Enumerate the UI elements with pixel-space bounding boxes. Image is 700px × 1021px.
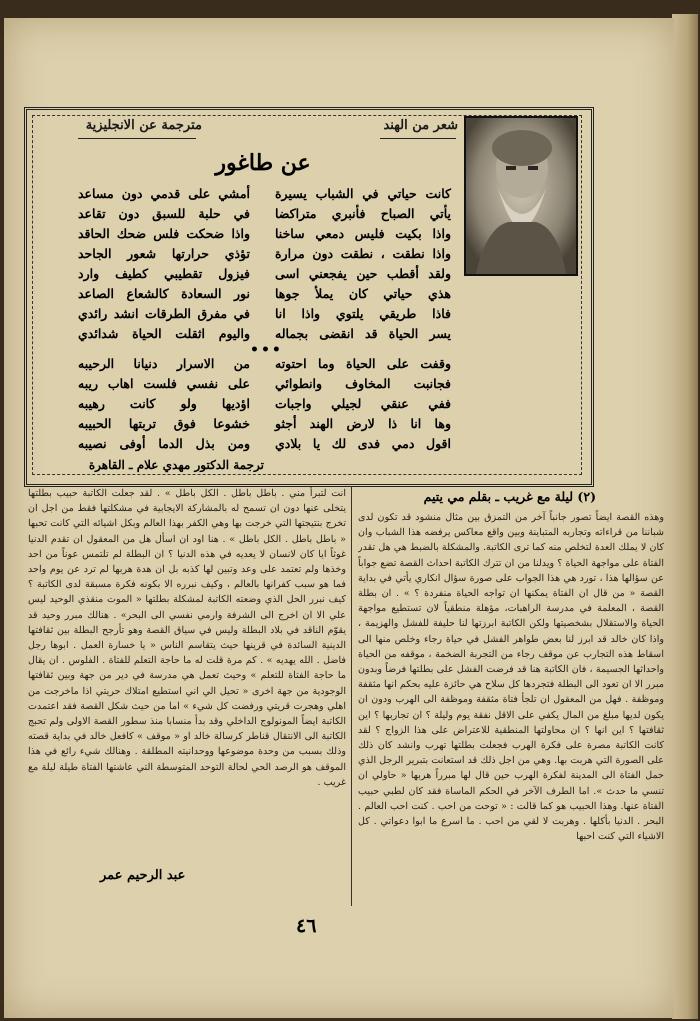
poem-line: أمشي على قدمي دون مساعد [78, 186, 250, 201]
portrait-image [466, 118, 576, 274]
poem-line: على نفسي فلست اهاب ريبه [78, 376, 250, 391]
article-column-left: انت لتبرأ مني . باطل باطل . الكل باطل » . لقد جعلت الكاتبة حبيب بطلتها يتخلى عنها دون ان تسمح له بالمشاركة الايجابية في مشكلتها فقط من اجل ان تخرج بنتيجتها التي خرجت بها وهي الكفر بهذا العالم وبكل اشيائه التي كانت تحبها « باطل باطل . الكل باطل » . هنا اود ان اسأل هل من المعقول ان تقدم الدنيا غوثاً ايا كان لانسان لا يعديه في هذه الدنيا ؟ ان البطلة لم تلتمس عوناً من احد وخذها ولم تعتمد على وعد وتبين لها كذبه بل ان هدة هربها لم ترد عن يوم واحد فما هو سبب كفرانها بالعالم ، وكيف نبرره الا بكونه فكرة مسبقة لدى الكاتبة ؟ كيف نبرر الحل الذي وضعته الكاتبة لمشكلة بطلتها « الموت منقذي الوحيد ليس علي الا ان اخرج الى الشرفة وارمي نفسي الى البحر» . هنالك مبرر وحيد قد يقوّم الناقد في بلاد البطلة وليس في سياق القصة وهو تأرجح البطلة بين ثقافتها الدينية السائدة في قرينها حيث يتقاسم الناس « يا خسارة العمل . ابوها رجل فاضل . الله يهديه » . كم مرة قلت له ما حاجة التعلم للفتاة . الفلوس . ان يقال ما حاجة الفتاة للتعلم » وحيث تعمل هي مدرسة في دير من جهة وبين ثقافتها الوجودية من جهة اخرى « تحيل الي اني استطيع امتلاك حريتي اذا ماخرجت من اهلي وهجرت قريتي ورفضت كل شيء » اما من حيث شكل القصة فقد اعتمدت الكاتبة ايضاً المونولوج الداخلي وقد بدأ منسابا منذ سطور القصة الاولى ولم تحبج الكاتبة الى الانتقال قناطر كرسالة خالد او « موقف » كافعل خالد في بداية قصته وذلك بسبب من وحدة موضوعها ووحدانيته المطلقة . وهنالك شيء رائع في هذا الموقف هو الرصد الحي لحالة التوحد المتوسطة التي عاشتها الفتاة طيلة ليلة مع غريب . [28, 488, 346, 788]
poem-line: واذا نطقت ، نطقت دون مرارة [275, 246, 451, 261]
article-column-right: وهذه القصة ايضاً تصور جانباً آخر من التمزق بين مثال منشود قد تكون لدى شباننا من قراءاته وتجاربه المتباينة وبين واقع معاكس يرفضه هذا الشباب وان كان لا يملك العدة لتخلص منه كما ترى الكاتبة. والمشكلة بالضبط هي هل تقدر الفتاة على مواجهة الحياة ؟ ويدلنا من ان تترك الكاتبة احداث القصة تضع جواباً عن سؤالها هذا ، تورد هي هذا الجواب على صورة سؤال انكاري يأتي في بداية القصة « من قال ان الفتاة يمكنها ان تواجه الحياة منفردة ؟ » . ان بطلة القصة ، المعلمة في مدرسة الراهبات، مؤهلة منطقياً لان تستطيع مواجهة الحياة والاستقلال بشخصيتها ولكن الكاتبة ابرزتها لنا حليفة للفشل والهزيمة ، واذا كان خالد قد ابرز لنا بعض طواهر الفشل في حياة رجاء وخلص منها الى اسقاط هذه التجارب عن موقف رجاء من التجربة الضخمة ، موقفه من الحياة واحداثها الجسيمة ، فان الكاتبة هنا قد فرضت الفشل على بطلتها فرضاً وبدون مبرر الا ان تعود الى البطلة فتجردها كل سلاح هي حائزة عليه بحكم انها مثقفة وموظفة . فهل من المعقول ان تلجأ فتاة مثقفة وموظفة الى الهرب ودون ان يكون لديها مبلغ من المال يكفي على الاقل نفقة يوم وليلة ؟ ان تجاربها ؟ اين ثقافتها ؟ اين انها ؟ ان محاولتها المنطقية للاعتراض على هذا الزواج ؟ لقد كانت الكاتبة مصرة على فكرة الهرب فجعلت بطلتها تهرب وانشد كان ذلك على الصورة التي هربت بها. وهي من اجل ذلك قد استعانت بتبرير الرجل الذي حمل الفتاة الى المدينة لفكرة الهرب حين قال لها مبرراً هربها « حاولي ان تنسي ما حدث ». اما الطرف الآخر في الحكم الماساة فقد كان لطبي حبيب الفتاة عنها. وهذا الحبيب هو كما قالت : « توحت من احب . كنت احب العالم . البحر . الدنيا بأكلها . وهربت لا لقي من احب . ما اسرع ما ابوا دعواتي . كل الاشياء التي كنت احبها [358, 512, 664, 843]
poem-line: وها انا ذا لارض الهند أجثو [275, 416, 451, 431]
page-number: ٤٦ [296, 915, 317, 937]
translation-underline [78, 138, 196, 139]
translator-credit: ترجمة الدكتور مهدي علام ـ القاهرة [88, 458, 264, 472]
poem-line: اؤديها ولو كانت رهيبه [78, 396, 250, 411]
adjacent-page-edge [672, 14, 698, 1019]
poem-line: يسر الحياة قد انقضى بجماله [275, 326, 451, 341]
poem-line: تؤذي حرارتها شعور الجاحد [78, 246, 250, 261]
poem-line: في مفرق الطرقات انشد رائدي [78, 306, 250, 321]
poem-line: فجانبت المخاوف وانطوائي [275, 376, 451, 391]
article-author: عبد الرحيم عمر [100, 868, 186, 883]
translation-note: مترجمة عن الانجليزية [85, 118, 202, 133]
poem-line: كانت حياتي في الشباب يسيرة [275, 186, 451, 201]
stanza-separator: ••• [250, 342, 283, 358]
column-divider [351, 486, 352, 906]
poem-line: من الاسرار دنيانا الرحيبه [78, 356, 250, 371]
article-title: (٢) ليلة مع غريب ـ بقلم مي يتيم [423, 489, 596, 504]
poem-line: واذا بكيت فليس دمعي ساخنا [275, 226, 451, 241]
poem-line: في حلبة للسبق دون تقاعد [78, 206, 250, 221]
poem-line: واليوم اثقلت الحياة شدائدي [78, 326, 250, 341]
poem-line: واذا ضحكت فلس ضحك الحاقد [78, 226, 250, 241]
poem-line: ولقد أقطب حين يفجعني اسى [275, 266, 451, 281]
poem-line: ومن بذل الدما أوفى نصيبه [78, 436, 250, 451]
poem-line: اقول دمي فدى لك يا بلادي [275, 436, 451, 451]
poem-line: هذي حياتي كان يملأ جوها [275, 286, 451, 301]
category-underline [380, 138, 456, 139]
poem-line: فاذا طريقي يلتوي واذا انا [275, 306, 451, 321]
poem-line: فيزول تقطيبي كطيف وارد [78, 266, 250, 281]
poet-portrait [464, 116, 578, 276]
category-label: شعر من الهند [383, 118, 458, 133]
poem-line: يأتي الصباح فأنبري متراكضا [275, 206, 451, 221]
poem-line: خشوعا فوق تربتها الحبيبه [78, 416, 250, 431]
poem-line: نور السعادة كالشعاع الصاعد [78, 286, 250, 301]
poem-line: ففي عنقي لجيلي واجبات [275, 396, 451, 411]
poem-line: وقفت على الحياة وما احتوته [275, 356, 451, 371]
poem-title: عن طاغور [215, 150, 311, 176]
